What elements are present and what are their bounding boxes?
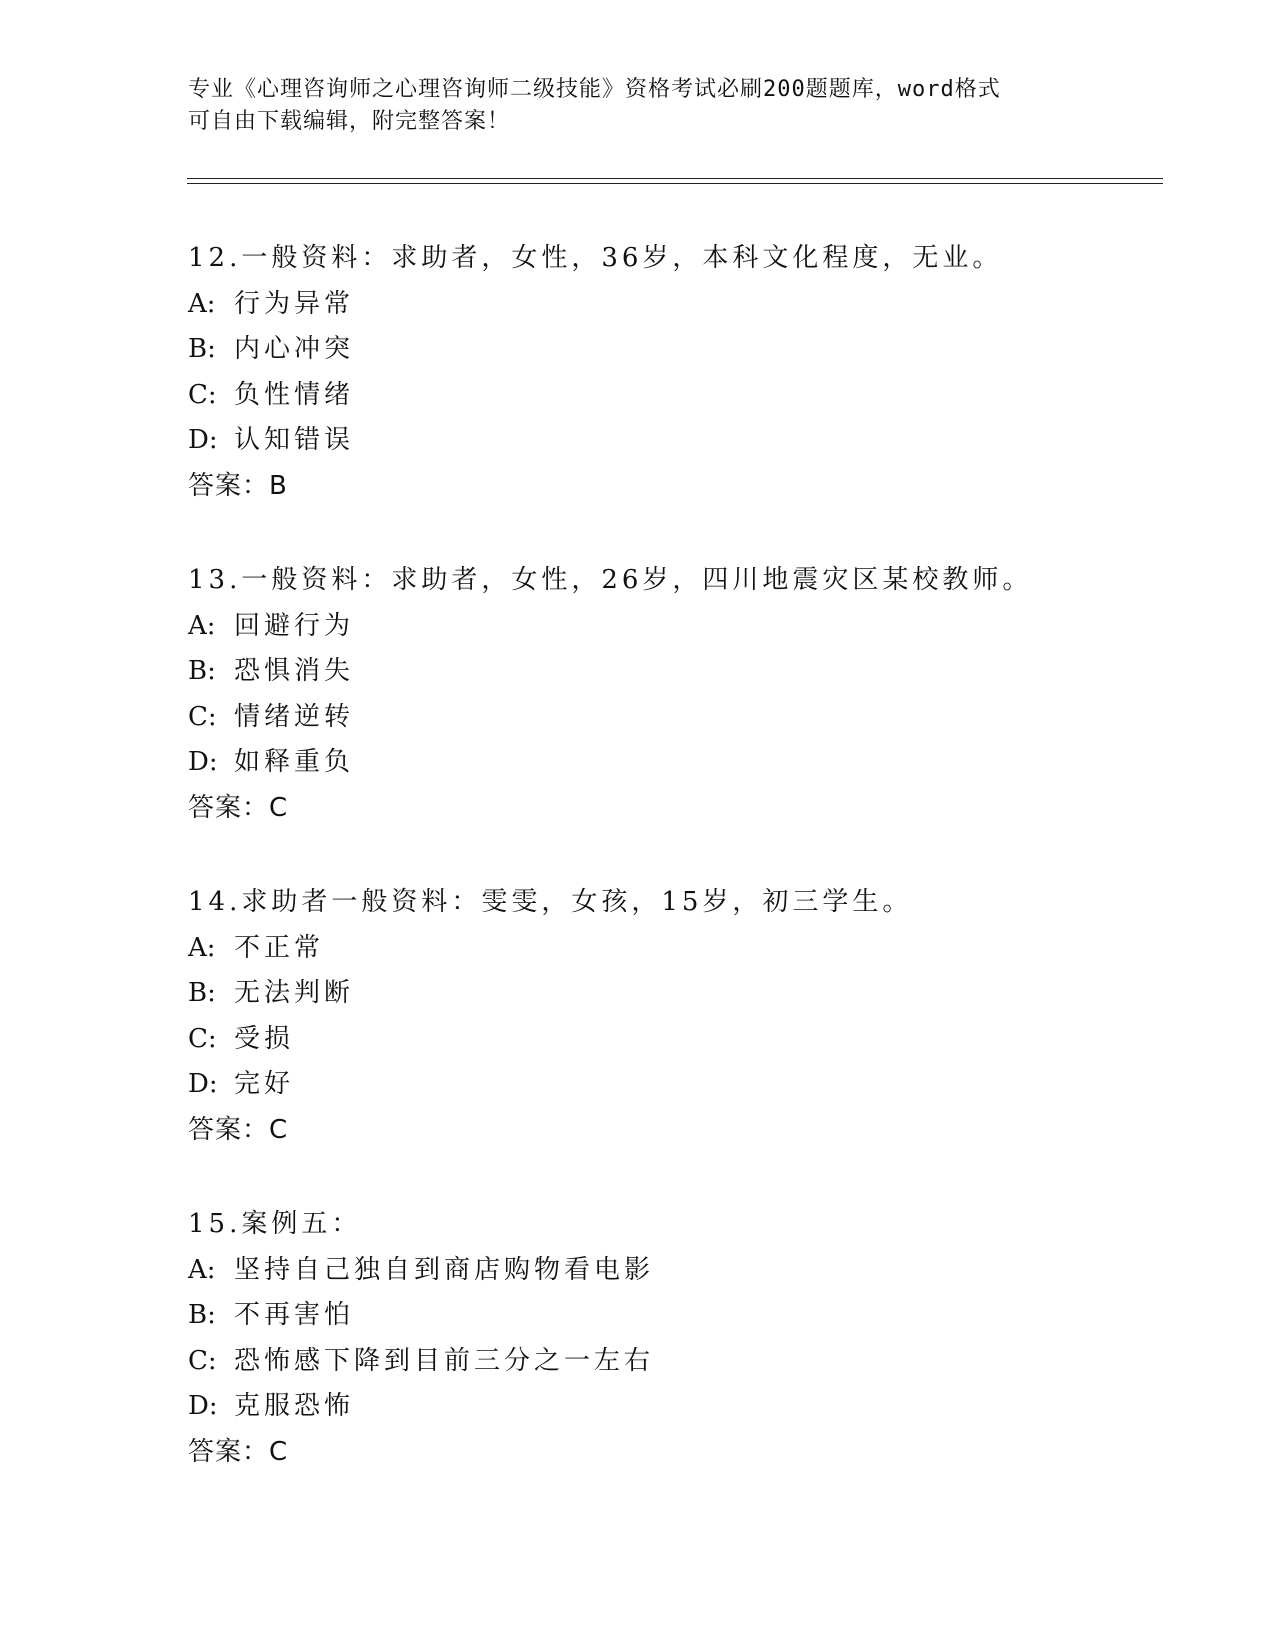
option-text: 认知错误 [234, 425, 355, 455]
option-d [188, 1062, 1168, 1108]
option-d [188, 740, 1168, 786]
option-letter: D: [188, 1391, 218, 1421]
option-text: 如释重负 [234, 747, 355, 777]
option-a [188, 282, 1168, 328]
answer-label: 答案： [188, 1436, 270, 1467]
answer-value: B [269, 470, 287, 501]
option-a [188, 604, 1168, 650]
document-header [188, 74, 1088, 138]
option-letter: A: [188, 610, 216, 641]
option-letter: B: [188, 1300, 216, 1330]
option-c [188, 1017, 1168, 1063]
option-letter: D: [188, 747, 218, 777]
answer-label: 答案： [188, 792, 270, 823]
option-letter: C: [188, 701, 217, 732]
option-letter: C: [188, 379, 217, 410]
option-letter: B: [188, 334, 216, 364]
option-a [188, 926, 1168, 972]
answer-value: C [269, 1436, 288, 1467]
answer-label: 答案： [188, 470, 270, 501]
header-line-2: 可自由下载编辑，附完整答案！ [188, 109, 511, 134]
question-12 [188, 236, 1168, 558]
answer-value: C [269, 792, 288, 823]
option-letter: D: [188, 425, 218, 455]
option-d [188, 418, 1168, 464]
answer-line [188, 1108, 1168, 1154]
option-text: 负性情绪 [234, 379, 355, 410]
option-c [188, 373, 1168, 419]
option-letter: A: [188, 288, 216, 319]
option-letter: B: [188, 656, 216, 686]
option-b [188, 1293, 1168, 1339]
answer-label: 答案： [188, 1114, 270, 1145]
option-text: 受损 [234, 1023, 295, 1054]
option-letter: B: [188, 978, 216, 1008]
question-list [188, 236, 1168, 1524]
option-d [188, 1384, 1168, 1430]
answer-value: C [269, 1114, 288, 1145]
option-b [188, 649, 1168, 695]
header-divider-bottom [187, 183, 1163, 184]
question-13 [188, 558, 1168, 880]
header-divider-top [187, 178, 1163, 179]
question-14 [188, 880, 1168, 1202]
option-text: 情绪逆转 [234, 701, 355, 732]
option-text: 克服恐怖 [234, 1391, 355, 1421]
question-text: 12.一般资料：求助者，女性，36岁，本科文化程度，无业。 [188, 243, 1003, 273]
question-text: 15.案例五： [188, 1209, 362, 1239]
option-text: 不正常 [234, 932, 325, 963]
answer-line [188, 464, 1168, 510]
option-letter: C: [188, 1023, 217, 1054]
option-text: 回避行为 [234, 610, 355, 641]
option-b [188, 971, 1168, 1017]
option-letter: D: [188, 1069, 218, 1099]
answer-line [188, 1430, 1168, 1476]
answer-line [188, 786, 1168, 832]
option-text: 完好 [234, 1069, 295, 1099]
option-letter: A: [188, 1254, 216, 1285]
option-text: 恐怖感下降到目前三分之一左右 [234, 1345, 655, 1376]
question-text: 13.一般资料：求助者，女性，26岁，四川地震灾区某校教师。 [188, 565, 1033, 595]
option-text: 行为异常 [234, 288, 355, 319]
option-b [188, 327, 1168, 373]
option-letter: A: [188, 932, 216, 963]
option-a [188, 1248, 1168, 1294]
header-line-1: 专业《心理咨询师之心理咨询师二级技能》资格考试必刷200题题库，word格式 [188, 77, 1001, 102]
option-text: 不再害怕 [234, 1300, 355, 1330]
option-text: 无法判断 [234, 978, 355, 1008]
option-c [188, 695, 1168, 741]
option-c [188, 1339, 1168, 1385]
option-text: 坚持自己独自到商店购物看电影 [234, 1254, 655, 1285]
option-text: 恐惧消失 [234, 656, 355, 686]
question-15 [188, 1202, 1168, 1524]
option-text: 内心冲突 [234, 334, 355, 364]
option-letter: C: [188, 1345, 217, 1376]
question-text: 14.求助者一般资料：雯雯，女孩，15岁，初三学生。 [188, 887, 913, 917]
